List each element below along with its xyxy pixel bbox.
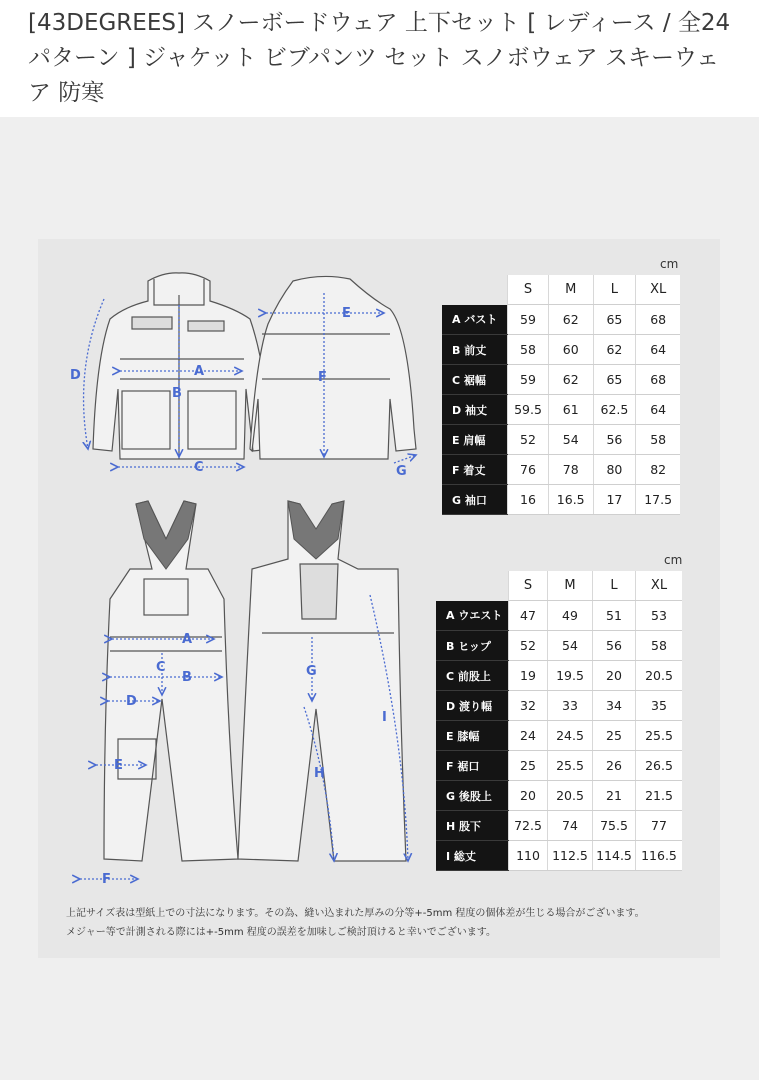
pants-letter-d: D [126, 694, 137, 709]
table-cell: 52 [508, 425, 549, 455]
table-cell: 54 [548, 631, 593, 661]
row-label: B 前丈 [442, 335, 508, 365]
table-cell: 24 [509, 721, 548, 751]
table-cell: 21.5 [636, 781, 683, 811]
table-cell: 24.5 [548, 721, 593, 751]
jacket-back-drawing [250, 276, 416, 459]
table-cell: 62.5 [593, 395, 636, 425]
row-label: G 袖口 [442, 485, 508, 515]
jacket-letter-g: G [396, 464, 407, 479]
table-cell: 52 [509, 631, 548, 661]
table-row [436, 841, 682, 871]
table-cell: 19.5 [548, 661, 593, 691]
table-cell: 25.5 [548, 751, 593, 781]
size-header: XL [636, 571, 683, 601]
size-header: S [508, 275, 549, 305]
table-row [436, 721, 682, 751]
pants-letter-i: I [382, 710, 387, 725]
table-cell: 80 [593, 455, 636, 485]
row-label: E 膝幅 [436, 721, 509, 751]
jacket-unit-label: cm [660, 257, 679, 271]
table-cell: 19 [509, 661, 548, 691]
row-label: D 袖丈 [442, 395, 508, 425]
pants-letter-e: E [114, 758, 123, 773]
table-cell: 68 [636, 365, 680, 395]
jacket-letter-d: D [70, 368, 81, 383]
table-row [442, 335, 680, 365]
size-header: L [593, 275, 636, 305]
table-cell: 72.5 [509, 811, 548, 841]
table-cell: 56 [593, 425, 636, 455]
table-cell: 49 [548, 601, 593, 631]
table-row [442, 485, 680, 515]
table-cell: 16.5 [548, 485, 593, 515]
table-row [442, 425, 680, 455]
row-label: D 渡り幅 [436, 691, 509, 721]
table-row [442, 305, 680, 335]
table-row [442, 365, 680, 395]
table-cell: 59.5 [508, 395, 549, 425]
table-cell: 17.5 [636, 485, 680, 515]
table-cell: 62 [548, 365, 593, 395]
row-label: G 後股上 [436, 781, 509, 811]
table-cell: 20.5 [548, 781, 593, 811]
table-cell: 16 [508, 485, 549, 515]
row-label: E 肩幅 [442, 425, 508, 455]
table-cell: 25 [593, 721, 636, 751]
row-label: B ヒップ [436, 631, 509, 661]
table-row [436, 661, 682, 691]
table-cell: 82 [636, 455, 680, 485]
table-cell: 64 [636, 395, 680, 425]
size-chart-image [38, 239, 720, 958]
table-cell: 62 [548, 305, 593, 335]
pants-letter-g: G [306, 664, 317, 679]
row-label: F 着丈 [442, 455, 508, 485]
table-cell: 62 [593, 335, 636, 365]
table-cell: 47 [509, 601, 548, 631]
table-cell: 20.5 [636, 661, 683, 691]
row-label: H 股下 [436, 811, 509, 841]
table-cell: 76 [508, 455, 549, 485]
row-label: C 裾幅 [442, 365, 508, 395]
table-cell: 65 [593, 365, 636, 395]
page-title: [43DEGREES] スノーボードウェア 上下セット [ レディース / 全24パターン ] ジャケット ビブパンツ セット スノボウェア スキーウェア 防寒 [28, 10, 731, 106]
jacket-front-drawing [93, 273, 272, 459]
table-row [436, 811, 682, 841]
table-cell: 112.5 [548, 841, 593, 871]
table-cell: 53 [636, 601, 683, 631]
table-cell: 116.5 [636, 841, 683, 871]
table-row [442, 395, 680, 425]
table-cell: 25.5 [636, 721, 683, 751]
note-line-2: メジャー等で計測される際には+-5mm 程度の誤差を加味しご検討頂けると幸いでございます。 [66, 927, 497, 938]
table-cell: 17 [593, 485, 636, 515]
size-header: XL [636, 275, 680, 305]
measurement-note [66, 904, 645, 942]
table-cell: 25 [509, 751, 548, 781]
pants-back-drawing [238, 501, 406, 861]
row-label: I 総丈 [436, 841, 509, 871]
size-header: M [548, 275, 593, 305]
pants-unit-label: cm [664, 553, 683, 567]
table-row [436, 751, 682, 781]
table-row [436, 781, 682, 811]
table-cell: 64 [636, 335, 680, 365]
table-cell: 33 [548, 691, 593, 721]
pants-letter-h: H [314, 766, 325, 781]
note-line-1: 上記サイズ表は型紙上での寸法になります。その為、縫い込まれた厚みの分等+-5mm 程度の個体差が生じる場合がございます。 [66, 908, 645, 919]
pants-letter-a: A [182, 632, 193, 647]
row-label: A ウエスト [436, 601, 509, 631]
table-cell: 74 [548, 811, 593, 841]
table-cell: 60 [548, 335, 593, 365]
size-header: S [509, 571, 548, 601]
table-cell: 58 [636, 425, 680, 455]
table-cell: 51 [593, 601, 636, 631]
table-cell: 68 [636, 305, 680, 335]
table-row [436, 691, 682, 721]
table-cell: 58 [508, 335, 549, 365]
pants-size-table [436, 571, 682, 871]
jacket-size-table [442, 275, 680, 515]
jacket-letter-b: B [172, 386, 182, 401]
pants-letter-f: F [102, 872, 111, 887]
jacket-letter-f: F [318, 370, 327, 385]
table-cell: 20 [509, 781, 548, 811]
table-cell: 61 [548, 395, 593, 425]
table-cell: 114.5 [593, 841, 636, 871]
table-cell: 35 [636, 691, 683, 721]
table-cell: 59 [508, 365, 549, 395]
table-cell: 65 [593, 305, 636, 335]
table-cell: 54 [548, 425, 593, 455]
table-row [436, 601, 682, 631]
table-cell: 58 [636, 631, 683, 661]
table-cell: 59 [508, 305, 549, 335]
table-cell: 32 [509, 691, 548, 721]
table-row [442, 455, 680, 485]
pants-letter-b: B [182, 670, 192, 685]
row-label: F 裾口 [436, 751, 509, 781]
table-cell: 20 [593, 661, 636, 691]
pants-letter-c: C [156, 660, 166, 675]
table-cell: 21 [593, 781, 636, 811]
table-cell: 26.5 [636, 751, 683, 781]
table-cell: 26 [593, 751, 636, 781]
jacket-letter-c: C [194, 460, 204, 475]
jacket-letter-e: E [342, 306, 351, 321]
table-cell: 77 [636, 811, 683, 841]
size-header: L [593, 571, 636, 601]
table-cell: 75.5 [593, 811, 636, 841]
table-cell: 110 [509, 841, 548, 871]
row-label: C 前股上 [436, 661, 509, 691]
jacket-letter-a: A [194, 364, 205, 379]
table-row [436, 631, 682, 661]
size-header: M [548, 571, 593, 601]
table-cell: 34 [593, 691, 636, 721]
row-label: A バスト [442, 305, 508, 335]
table-cell: 78 [548, 455, 593, 485]
table-cell: 56 [593, 631, 636, 661]
